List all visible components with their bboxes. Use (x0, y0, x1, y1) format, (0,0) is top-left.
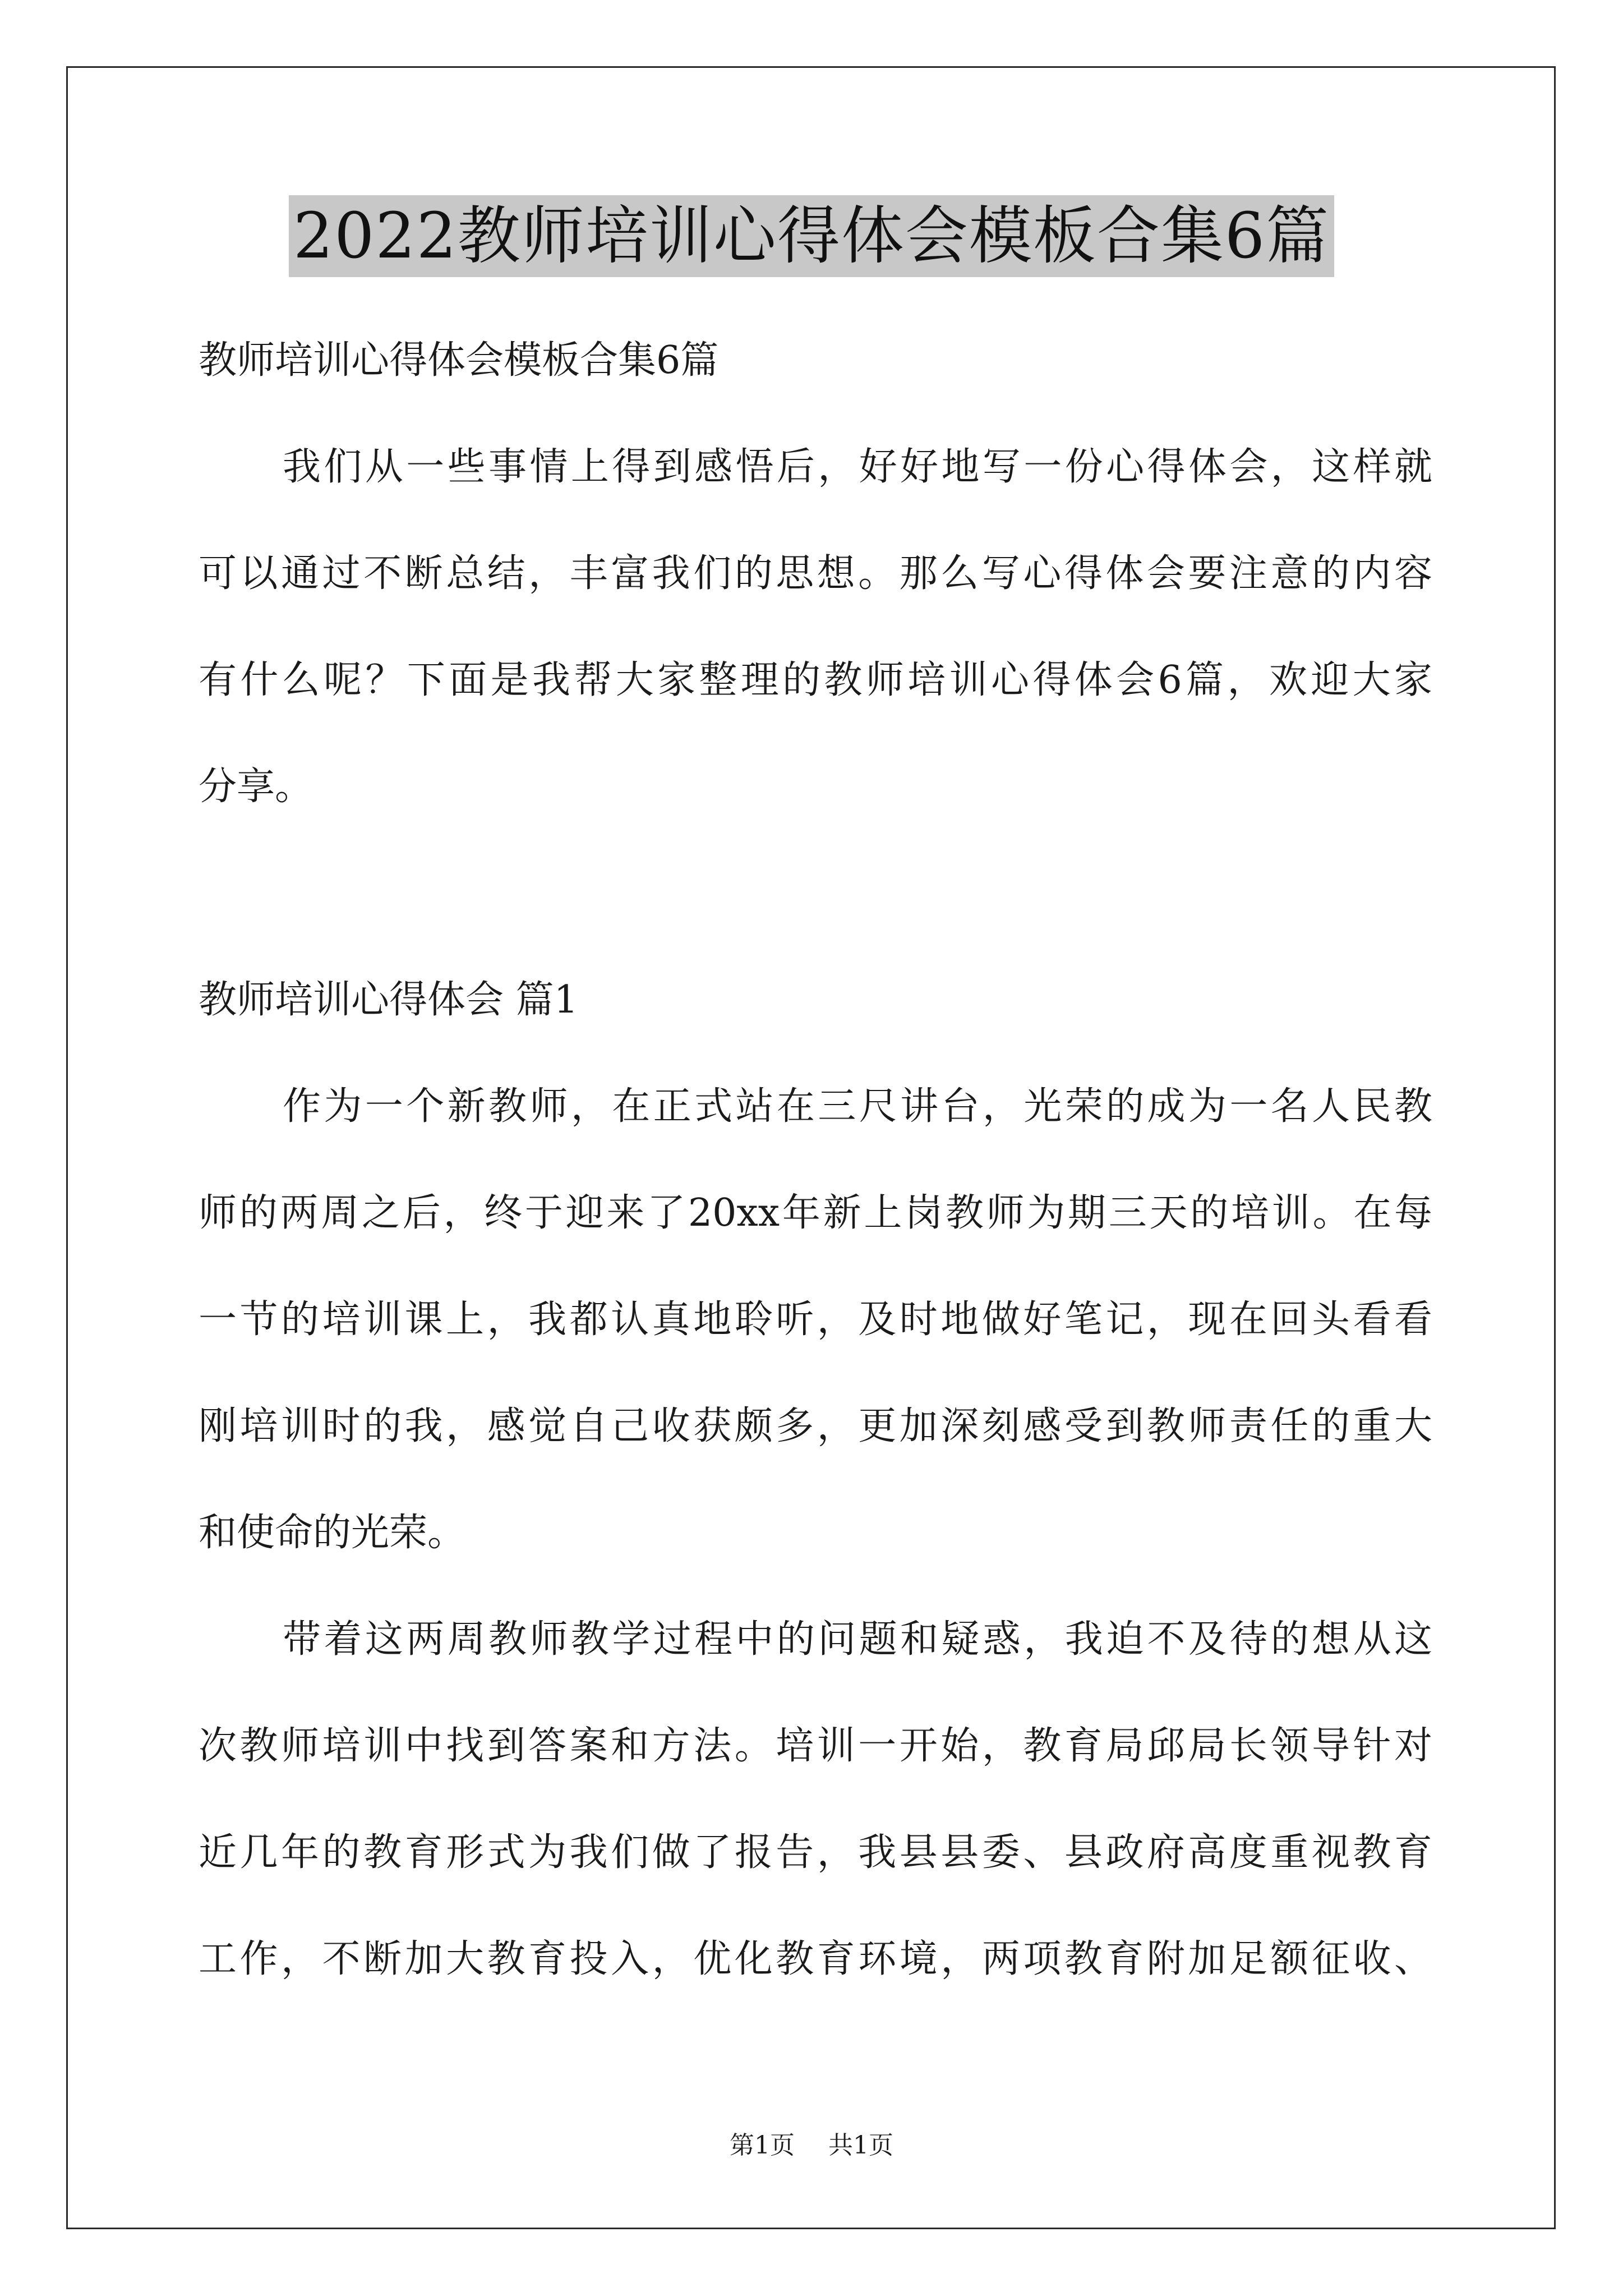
document-title: 2022教师培训心得体会模板合集6篇 (289, 195, 1334, 277)
document-subtitle: 教师培训心得体会模板合集6篇 (199, 338, 719, 383)
page-total: 共1页 (828, 2131, 893, 2160)
section-heading: 教师培训心得体会 篇1 (199, 978, 578, 1022)
intro-line: 可以通过不断总结，丰富我们的思想。那么写心得体会要注意的内容 (199, 551, 1432, 596)
paragraph-line: 和使命的光荣。 (199, 1511, 466, 1555)
paragraph-line: 作为一个新教师，在正式站在三尺讲台，光荣的成为一名人民教 (283, 1084, 1432, 1129)
intro-line: 有什么呢？下面是我帮大家整理的教师培训心得体会6篇，欢迎大家 (199, 658, 1432, 702)
paragraph-line: 工作，不断加大教育投入，优化教育环境，两项教育附加足额征收、 (199, 1937, 1432, 1981)
section-spacer (199, 840, 1432, 947)
paragraph-line: 一节的培训课上，我都认真地聆听，及时地做好笔记，现在回头看看 (199, 1297, 1432, 1342)
page-footer (0, 2129, 1623, 2162)
document-body (199, 307, 1432, 2013)
paragraph-line: 近几年的教育形式为我们做了报告，我县县委、县政府高度重视教育 (199, 1830, 1432, 1875)
page-number: 第1页 (730, 2131, 795, 2160)
title-container (0, 195, 1623, 277)
intro-line: 分享。 (199, 765, 313, 809)
paragraph-line: 带着这两周教师教学过程中的问题和疑惑，我迫不及待的想从这 (283, 1617, 1432, 1662)
paragraph-line: 次教师培训中找到答案和方法。培训一开始，教育局邱局长领导针对 (199, 1724, 1432, 1768)
paragraph-line: 刚培训时的我，感觉自己收获颇多，更加深刻感受到教师责任的重大 (199, 1404, 1432, 1448)
intro-line: 我们从一些事情上得到感悟后，好好地写一份心得体会，这样就 (283, 445, 1432, 489)
paragraph-line: 师的两周之后，终于迎来了20xx年新上岗教师为期三天的培训。在每 (199, 1191, 1432, 1235)
